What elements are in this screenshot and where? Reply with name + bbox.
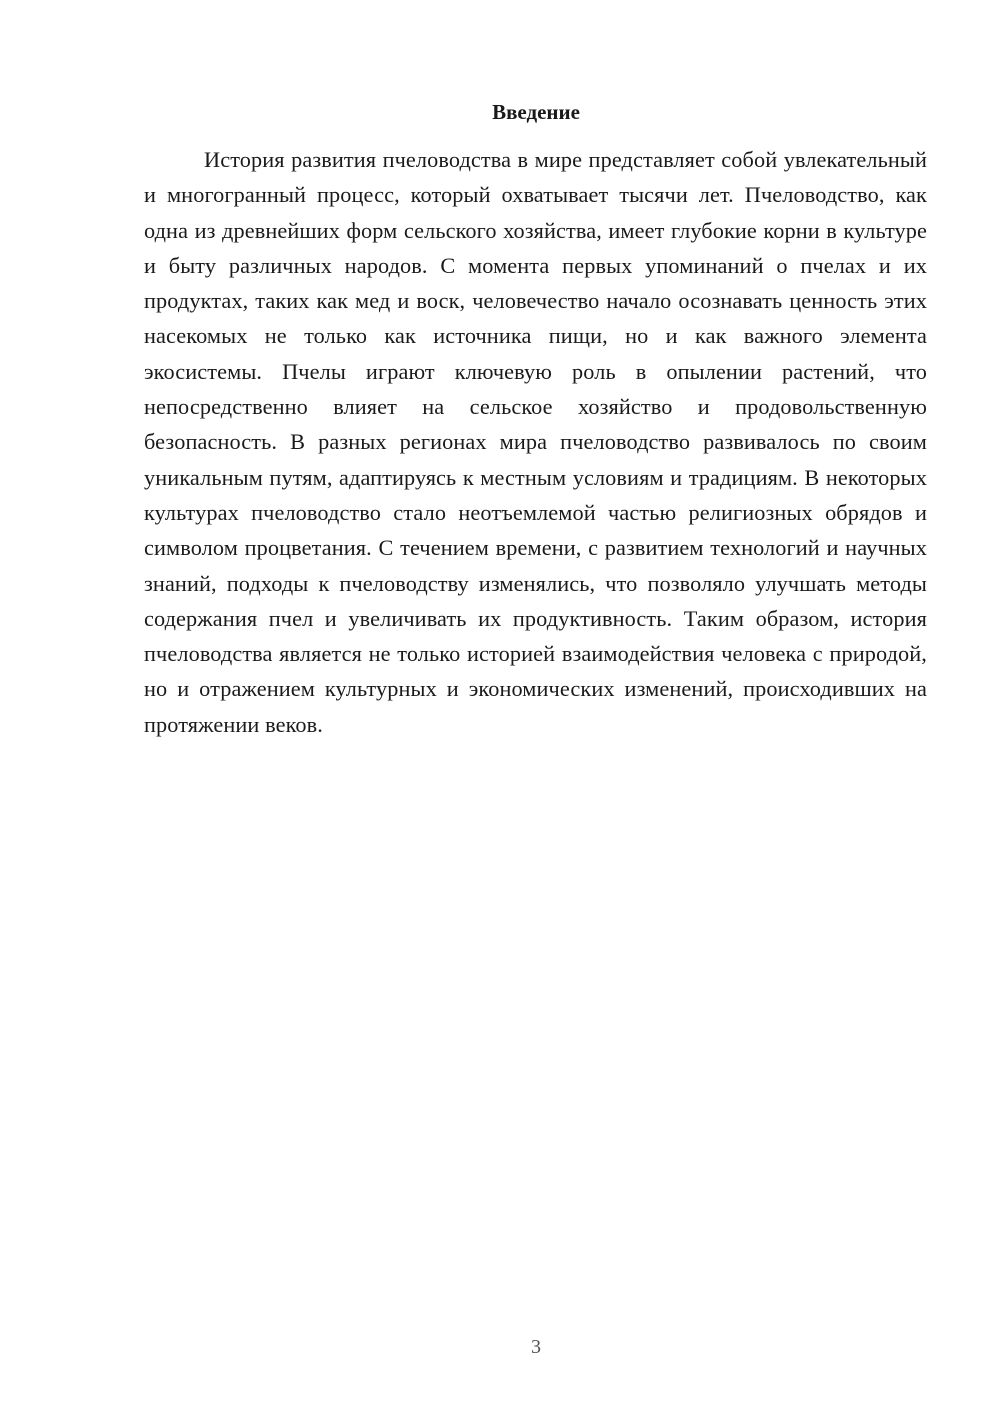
section-heading: Введение — [492, 100, 580, 124]
page-number: 3 — [531, 1336, 541, 1358]
body-paragraph: История развития пчеловодства в мире представляет собой увлекательный и многогранный процесс, который охватывает тысячи лет. Пчеловодство, как одна из древнейших форм сельского хозяйства, имеет глубокие корни в культуре и быту различных народов. С момента первых упоминаний о пчелах и их продуктах, таких как мед и воск, человечество начало осознавать ценность этих насекомых не только как источника пищи, но и как важного элемента экосистемы. Пчелы играют ключевую роль в опылении растений, что непосредственно влияет на сельское хозяйство и продовольственную безопасность. В разных регионах мира пчеловодство развивалось по своим уникальным путям, адаптируясь к местным условиям и традициям. В некоторых культурах пчеловодство стало неотъемлемой частью религиозных обрядов и символом процветания. С течением времени, с развитием технологий и научных знаний, подходы к пчеловодству изменялись, что позволяло улучшать методы содержания пчел и увеличивать их продуктивность. Таким образом, история пчеловодства является не только историей взаимодействия человека с природой, но и отражением культурных и экономических изменений, происходивших на протяжении веков. — [144, 147, 927, 737]
